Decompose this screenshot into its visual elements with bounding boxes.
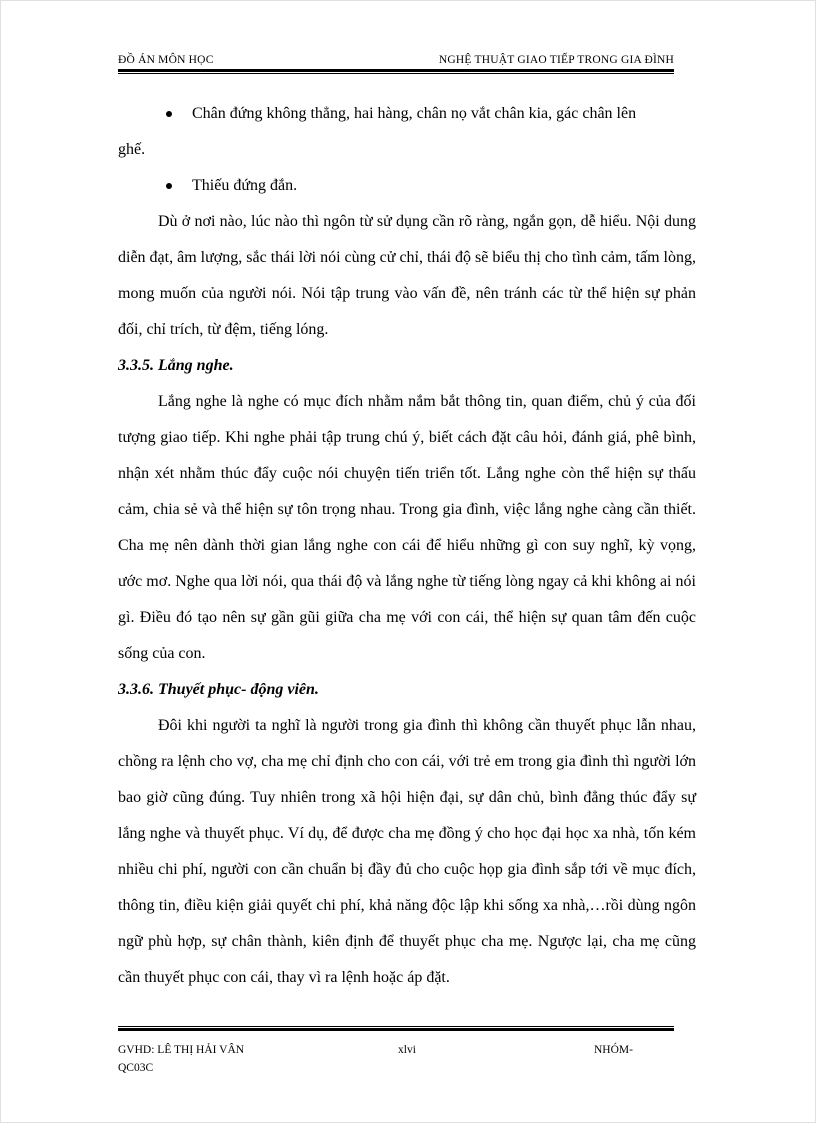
document-body — [118, 96, 696, 996]
page-header — [118, 50, 674, 70]
bullet-item — [118, 96, 696, 132]
paragraph: Đôi khi người ta nghĩ là người trong gia đình thì không cần thuyết phục lẫn nhau, chồng ra lệnh cho vợ, cha mẹ chỉ định cho con cái, với trẻ em trong gia đình thì người lớn bao giờ cũng đúng. Tuy nhiên trong xã hội hiện đại, sự dân chủ, bình đẳng thúc đẩy sự lắng nghe và thuyết phục. Ví dụ, để được cha mẹ đồng ý cho học đại học xa nhà, tốn kém nhiều chi phí, người con cần chuẩn bị đầy đủ cho cuộc họp gia đình sắp tới về mục đích, thông tin, điều kiện giải quyết chi phí, khả năng độc lập khi sống xa nhà,…rồi dùng ngôn ngữ phù hợp, sự chân thành, kiên định để thuyết phục cha mẹ. Ngược lại, cha mẹ cũng cần thuyết phục con cái, thay vì ra lệnh hoặc áp đặt. — [118, 717, 696, 986]
bullet-icon — [166, 183, 172, 189]
section-heading: 3.3.6. Thuyết phục- động viên. — [118, 681, 319, 698]
section-heading: 3.3.5. Lắng nghe. — [118, 357, 234, 374]
footer-group-code: QC03C — [118, 1062, 154, 1074]
paragraph: Lắng nghe là nghe có mục đích nhằm nắm bắt thông tin, quan điểm, chủ ý của đối tượng giao tiếp. Khi nghe phải tập trung chú ý, biết cách đặt câu hỏi, đánh giá, phê bình, nhận xét nhằm thúc đẩy cuộc nói chuyện tiến triển tốt. Lắng nghe còn thể hiện sự thấu cảm, chia sẻ và thể hiện sự tôn trọng nhau. Trong gia đình, việc lắng nghe càng cần thiết. Cha mẹ nên dành thời gian lắng nghe con cái để hiểu những gì con suy nghĩ, kỳ vọng, ước mơ. Nghe qua lời nói, qua thái độ và lắng nghe từ tiếng lòng ngay cả khi không ai nói gì. Điều đó tạo nên sự gần gũi giữa cha mẹ với con cái, thể hiện sự quan tâm đến cuộc sống của con. — [118, 393, 696, 662]
footer-group-label: NHÓM- — [594, 1044, 633, 1056]
footer-instructor: GVHD: LÊ THỊ HẢI VÂN — [118, 1044, 245, 1056]
bullet-text: Thiếu đứng đắn. — [192, 177, 298, 194]
header-document-title: NGHỆ THUẬT GIAO TIẾP TRONG GIA ĐÌNH — [438, 54, 674, 66]
header-course-title: ĐỒ ÁN MÔN HỌC — [118, 54, 214, 66]
header-divider — [118, 69, 674, 74]
bullet-text-continuation: ghế. — [118, 141, 146, 158]
paragraph: Dù ở nơi nào, lúc nào thì ngôn từ sử dụng cần rõ ràng, ngắn gọn, dễ hiểu. Nội dung diễn đạt, âm lượng, sắc thái lời nói cùng cử chỉ, thái độ sẽ biểu thị cho tình cảm, tấm lòng, mong muốn của người nói. Nói tập trung vào vấn đề, nên tránh các từ thể hiện sự phản đối, chỉ trích, từ đệm, tiếng lóng. — [118, 213, 696, 338]
footer-divider — [118, 1026, 674, 1031]
page-number: xlvi — [398, 1044, 416, 1056]
bullet-item — [118, 168, 696, 204]
bullet-icon — [166, 111, 172, 117]
bullet-text: Chân đứng không thẳng, hai hàng, chân nọ vắt chân kia, gác chân lên — [192, 105, 637, 122]
